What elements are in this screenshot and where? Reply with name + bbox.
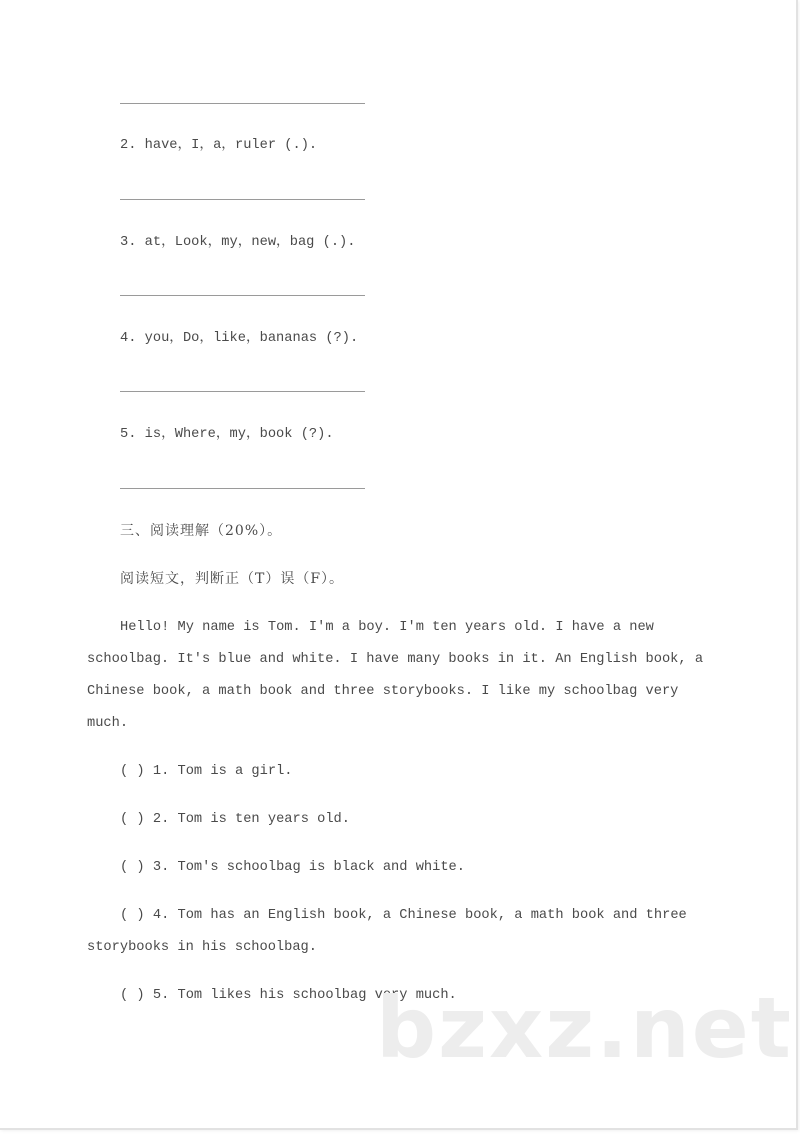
tf-question-4: ( ) 4. Tom has an English book, a Chinese book, a math book and three bbox=[120, 908, 687, 923]
answer-blank-1[interactable] bbox=[120, 103, 365, 104]
passage-line-2: schoolbag. It's blue and white. I have many books in it. An English book, a bbox=[87, 652, 704, 667]
tf-question-1: ( ) 1. Tom is a girl. bbox=[120, 764, 293, 779]
ordering-question-2: 2. have，I，a，ruler (.). bbox=[120, 138, 318, 153]
ordering-question-3: 3. at，Look，my，new，bag (.). bbox=[120, 235, 356, 250]
ordering-question-4: 4. you，Do，like，bananas (?). bbox=[120, 331, 359, 346]
section-instruction: 阅读短文，判断正（T）误（F）。 bbox=[120, 571, 345, 587]
tf-question-3: ( ) 3. Tom's schoolbag is black and white. bbox=[120, 860, 465, 875]
tf-question-4-continued: storybooks in his schoolbag. bbox=[87, 940, 317, 955]
tf-question-5: ( ) 5. Tom likes his schoolbag very much. bbox=[120, 988, 457, 1003]
ordering-question-5: 5. is，Where，my，book (?). bbox=[120, 427, 334, 442]
answer-blank-2[interactable] bbox=[120, 199, 365, 200]
tf-question-2: ( ) 2. Tom is ten years old. bbox=[120, 812, 350, 827]
answer-blank-4[interactable] bbox=[120, 391, 365, 392]
passage-line-4: much. bbox=[87, 716, 129, 731]
passage-line-3: Chinese book, a math book and three storybooks. I like my schoolbag very bbox=[87, 684, 679, 699]
section-heading: 三、阅读理解（20%）。 bbox=[120, 523, 283, 539]
answer-blank-3[interactable] bbox=[120, 295, 365, 296]
watermark: bzxz.net bbox=[376, 979, 793, 1077]
answer-blank-5[interactable] bbox=[120, 488, 365, 489]
passage-line-1: Hello! My name is Tom. I'm a boy. I'm ten years old. I have a new bbox=[120, 620, 654, 635]
